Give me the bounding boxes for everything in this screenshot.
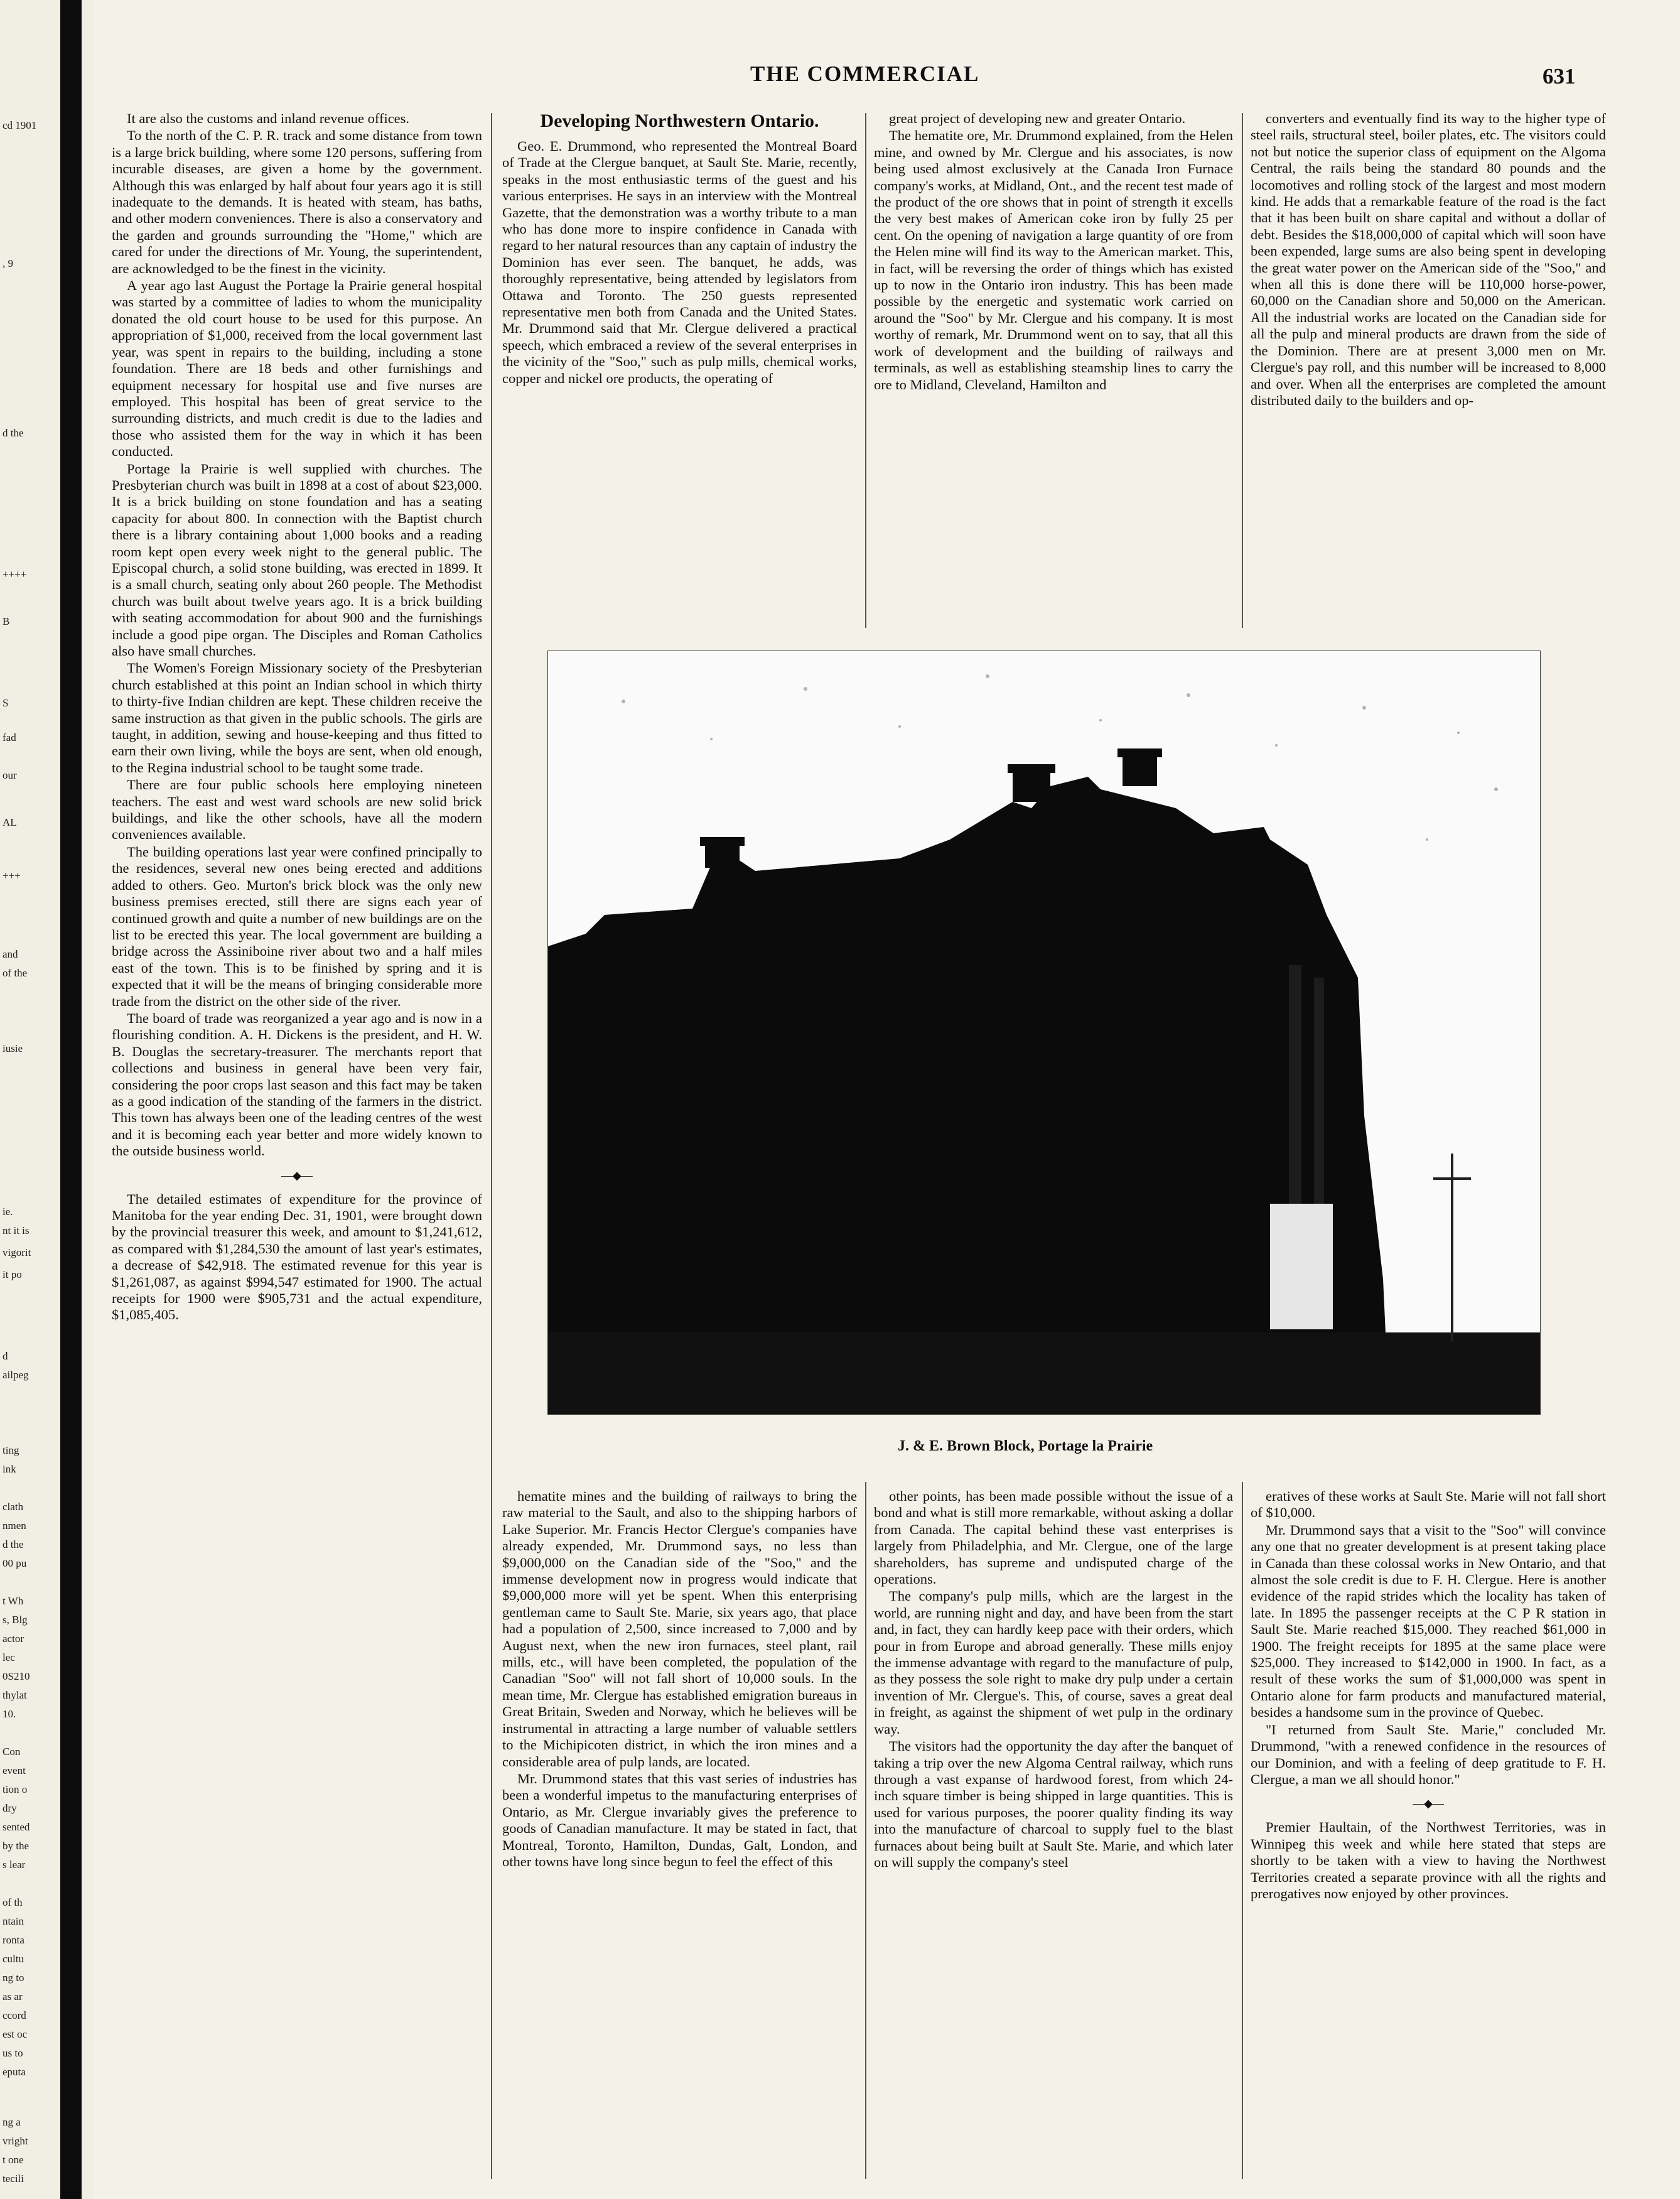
margin-fragment: our	[3, 769, 17, 781]
margin-fragment: ailpeg	[3, 1369, 29, 1381]
margin-fragment: ccord	[3, 2009, 26, 2021]
building-photo	[547, 651, 1541, 1415]
margin-fragment: tecili	[3, 2173, 24, 2185]
margin-fragment: thylat	[3, 1689, 27, 1701]
binding-shadow	[60, 0, 82, 2199]
paragraph: The company's pulp mills, which are the largest in the world, are running night and day, and have been from the start and, in fact, they can hardly keep pace with their orders, which pour in from Europe and abroad generally. These mills enjoy the immense advantage with regard to the manufacture of pulp, as they possess the sole right to make dry pulp under a certain invention of Mr. Clergue's. This, of course, saves a great deal in freight, as against the shipment of wet pulp in the ordinary way.	[874, 1588, 1233, 1737]
margin-fragment: 00 pu	[3, 1557, 27, 1569]
margin-fragment: ++++	[3, 568, 27, 580]
margin-fragment: cd 1901	[3, 119, 37, 131]
margin-fragment: cultu	[3, 1953, 24, 1965]
column-1	[112, 111, 482, 2183]
margin-fragment: , 9	[3, 257, 13, 269]
column-1-paragraphs	[112, 111, 482, 1160]
margin-fragment: iusie	[3, 1042, 23, 1054]
margin-fragment: d the	[3, 1538, 24, 1550]
margin-fragment: sented	[3, 1821, 30, 1833]
margin-fragment: eputa	[3, 2066, 26, 2078]
margin-fragment: by the	[3, 1840, 30, 1852]
margin-fragment: vright	[3, 2135, 28, 2147]
margin-fragment: us to	[3, 2047, 23, 2059]
margin-fragment: d the	[3, 427, 24, 439]
paragraph: The building operations last year were confined principally to the residences, several new ones being erected and additions added to others. Geo. Murton's brick block was the only new business premises erected, still there are signs each year of continued growth and quite a number of new buildings are on the list to be erected this year. The local government are building a bridge across the Assiniboine river about two and a half miles east of the town. This is to be finished by spring and it is expected that it will be the means of bringing considerable more trade from the district on the other side of the river.	[112, 843, 482, 1009]
brown-block-illustration	[548, 651, 1540, 1414]
paragraph: Mr. Drummond states that this vast series of industries has been a wonderful impetus to the manufacturing enterprises of Ontario, as Mr. Clergue invariably gives the preference to goods of Canadian manufacture. It may be stated in fact, that Montreal, Toronto, Hamilton, Dundas, Galt, London, and other towns have long since begun to feel the effect of this	[502, 1770, 857, 1869]
masthead: THE COMMERCIAL	[750, 62, 980, 86]
margin-fragment: ntain	[3, 1915, 24, 1927]
column-rule	[1242, 113, 1243, 628]
column-2-top	[502, 111, 857, 635]
paragraph: A year ago last August the Portage la Prairie general hospital was started by a committee of ladies to whom the municipality donated the old court house to be used for this purpose. An appropriation of $1,000, received from the local government last year, was spent in repairs to the building, including a stone foundation. There are 18 beds and other furnishings and equipment necessary for hospital use and five nurses are employed. This hospital has been of great service to the surrounding districts, and much credit is due to the ladies and those who assisted them for the way in which it has been conducted.	[112, 278, 482, 460]
column-3-top	[874, 111, 1233, 635]
margin-fragment: s, Blg	[3, 1614, 28, 1626]
paragraph: It are also the customs and inland revenue offices.	[127, 111, 410, 126]
margin-fragment: ting	[3, 1444, 19, 1456]
margin-fragment: it po	[3, 1268, 22, 1280]
margin-fragment: S	[3, 697, 9, 709]
section-divider: —◆—	[1413, 1797, 1444, 1810]
paragraph: The board of trade was reorganized a year ago and is now in a flourishing condition. A. H. Dickens is the president, and H. W. B. Douglas the secretary-treasurer. The merchants report that collections and business in general have been very fair, considering the poor crops last season and this fact may be taken as a good indication of the standing of the farmers in the district. This town has always been one of the leading centres of the west and it is becoming each year better and more widely known to the outside business world.	[112, 1010, 482, 1159]
column-3-paragraphs	[874, 111, 1233, 393]
margin-fragment: tion o	[3, 1783, 28, 1795]
margin-fragment: 10.	[3, 1708, 16, 1720]
column-4-bottom-paragraphs	[1251, 1488, 1606, 1788]
paragraph: The hematite ore, Mr. Drummond explained, from the Helen mine, and owned by Mr. Clergue and his associates, is now being used almost exclusively at the Canada Iron Furnace company's works, at Midland, Ont., and the recent test made of the product of the ore shows that in point of strength it excells the very best makes of American coke iron by fully 25 per cent. On the opening of navigation a large quantity of ore from the Helen mine will find its way to the American market. This, in fact, will be reversing the order of things which has existed up to now in the Ontario iron industry. This has been made possible by the energetic and systematic work carried on around the "Soo" by Mr. Clergue and his company. It is most worthy of remark, Mr. Drummond went on to say, that all this work of development and the building of railways and terminals, as well as establishing steamship lines to carry the ore to Midland, Cleveland, Hamilton and	[874, 127, 1233, 392]
paragraph: great project of developing new and greater Ontario.	[889, 111, 1186, 126]
margin-fragment: nt it is	[3, 1224, 30, 1236]
column-3-bottom	[874, 1488, 1233, 2179]
paragraph: converters and eventually find its way to the higher type of steel rails, structural steel, boiler plates, etc. The visitors could not but notice the superior class of equipment on the Algoma Central, the rails being the standard 80 pounds and the locomotives and rolling stock of the largest and most modern kind. He adds that a remarkable feature of the road is the fact that it has been built on share capital and without a dollar of debt. Besides the $18,000,000 of capital which will soon have been expended, large sums are also being spent in developing the great water power on the American side of the "Soo," and when all this is done there will be 110,000 horse-power, 60,000 on the Canadian shore and 50,000 on the American. All the industrial works are located on the Canadian side for all the pulp and mineral products are drawn from the side of the Dominion. There are at present 3,000 men on Mr. Clergue's pay roll, and this number will be increased to 8,000 and over. When all the enterprises are completed the amount distributed daily to the builders and op-	[1251, 111, 1606, 408]
paragraph: There are four public schools here employing nineteen teachers. The east and west ward schools are new solid brick buildings, and like the other schools, have all the modern conveniences available.	[112, 777, 482, 843]
margin-fragment: as ar	[3, 1991, 23, 2002]
column-2-bottom	[502, 1488, 857, 2179]
margin-fragment: ink	[3, 1463, 16, 1475]
margin-fragment: d	[3, 1350, 8, 1362]
margin-fragment: fad	[3, 732, 16, 743]
section-divider: —◆—	[281, 1169, 313, 1182]
margin-fragment: dry	[3, 1802, 17, 1814]
margin-fragment: clath	[3, 1501, 24, 1513]
column-4-top	[1251, 111, 1606, 635]
paragraph: The visitors had the opportunity the day after the banquet of taking a trip over the new Algoma Central railway, which runs through a vast expanse of hardwood forest, from which 24-inch square timber is being shipped in large quantities. This is used for various purposes, the poorer quality finding its way into the manufacture of charcoal to supply fuel to the blast furnaces about being built at Sault Ste. Marie, and which later on will supply the company's steel	[874, 1738, 1233, 1870]
margin-fragment: vigorit	[3, 1246, 31, 1258]
column-4-paragraphs	[1251, 111, 1606, 409]
paragraph: Mr. Drummond says that a visit to the "Soo" will convince any one that no greater development is at present taking place in Canada than these colossal works in New Ontario, and that almost the sole credit is due to F. H. Clergue. Here is another evidence of the rapid strides which the locality has taken of late. In 1895 the passenger receipts at the C P R station in Sault Ste. Marie reached $15,000. They reached $61,000 in 1900. The freight receipts for 1895 at the same place were $25,000. They increased to $142,000 in 1900. In fact, as a result of these works the sum of $1,000,000 was spent in Ontario alone for farm products and manufactured material, besides a handsome sum in the province of Quebec.	[1251, 1521, 1606, 1721]
margin-fragment: B	[3, 615, 10, 627]
column-3-bottom-paragraphs	[874, 1488, 1233, 1871]
margin-fragment: event	[3, 1764, 26, 1776]
margin-fragment: +++	[3, 870, 21, 882]
paragraph: To the north of the C. P. R. track and some distance from town is a large brick building, where some 120 persons, suffering from incurable diseases, are given a home by the government. Although this was enlarged by half about four years ago it is still inadequate to the demands. It is heated with steam, has baths, and other modern conveniences. There is also a conservatory and the garden and grounds surrounding the "Home," which are cared for under the directions of Mr. Young, the superintendent, are acknowledged to be the finest in the vicinity.	[112, 127, 482, 276]
margin-fragment: actor	[3, 1633, 24, 1645]
margin-fragment: 0S210	[3, 1670, 30, 1682]
margin-fragment: ng a	[3, 2116, 21, 2128]
margin-fragment: AL	[3, 816, 17, 828]
paragraph: The Women's Foreign Missionary society of the Presbyterian church established at this point an Indian school in which thirty to thirty-five Indian children are kept. These children receive the same instruction as that given in the public schools. The girls are taught, in addition, sewing and house-keeping and thus fitted to earn their own living, while the boys are sent, when old enough, to the Regina industrial school to be taught some trade.	[112, 660, 482, 775]
margin-fragment: of the	[3, 967, 28, 979]
paragraph: The detailed estimates of expenditure for the province of Manitoba for the year ending Dec. 31, 1901, were brought down by the provincial treasurer this week, and amount to $1,241,612, as compared with $1,284,530 the amount of last year's estimates, a decrease of $42,918. The estimated revenue for this year is $1,261,087, as against $994,547 estimated for 1900. The actual receipts for 1900 were $905,731 and the actual expenditure, $1,085,405.	[112, 1191, 482, 1323]
photo-caption: J. & E. Brown Block, Portage la Prairie	[898, 1438, 1153, 1454]
paragraph: Geo. E. Drummond, who represented the Montreal Board of Trade at the Clergue banquet, at Sault Ste. Marie, recently, speaks in the most enthusiastic terms of the guest and his various enterprises. He says in an interview with the Montreal Gazette, that the demonstration was a worthy tribute to a man who has done more to inspire confidence in Canada with regard to her natural resources than any captain of industry the Dominion has ever seen. The banquet, he adds, was thoroughly representative, being attended by legislators from Ottawa and Toronto. The 250 guests represented representative men both from Canada and the United States. Mr. Drummond said that Mr. Clergue delivered a practical speech, which embraced a review of the several enterprises in the vicinity of the "Soo," such as pulp mills, chemical works, copper and nickel ore products, the operating of	[502, 138, 857, 386]
margin-fragment: t Wh	[3, 1595, 24, 1607]
paragraph: eratives of these works at Sault Ste. Marie will not fall short of $10,000.	[1251, 1488, 1606, 1521]
column-rule	[1242, 1482, 1243, 2179]
margin-fragment: t one	[3, 2154, 24, 2166]
column-rule	[865, 1482, 866, 2179]
column-1-estimates	[112, 1191, 482, 1324]
paragraph: hematite mines and the building of railways to bring the raw material to the Sault, and also to the shipping harbors of Lake Superior. Mr. Francis Hector Clergue's companies have already expended, Mr. Drummond says, no less than $9,000,000 on the Canadian side of the "Soo," and the immense development now in progress would indicate that $9,000,000 more will yet be spent. When this enterprising gentleman came to Sault Ste. Marie, six years ago, that place had a population of 2,500, since increased to 7,000 and by August next, when the new iron furnaces, steel plant, rail mills, etc., will have been completed, the population of the Canadian "Soo" will not fall short of 10,000 souls. In the mean time, Mr. Clergue has established emigration bureaus in Great Britain, Sweden and Norway, which he believes will be instrumental in attracting a large number of valuable settlers to the Michipicoten district, in which the iron mines and a considerable area of pulp lands, are located.	[502, 1488, 857, 1769]
article-title: Developing Northwestern Ontario.	[540, 111, 819, 131]
page-number: 631	[1543, 64, 1576, 89]
margin-fragment: s lear	[3, 1859, 26, 1871]
column-4-bottom	[1251, 1488, 1606, 2179]
column-4-bottom-haultain	[1251, 1819, 1606, 1902]
margin-fragment: and	[3, 948, 18, 960]
margin-fragment: est oc	[3, 2028, 28, 2040]
margin-fragment: ronta	[3, 1934, 24, 1946]
paragraph: Premier Haultain, of the Northwest Territories, was in Winnipeg this week and while here stated that steps are shortly to be taken with a view to having the Northwest Territories created a separate province with all the rights and prerogatives now enjoyed by other provinces.	[1251, 1819, 1606, 1901]
margin-fragment: nmen	[3, 1520, 26, 1532]
column-rule	[865, 113, 866, 628]
column-rule	[491, 113, 492, 2179]
paragraph: "I returned from Sault Ste. Marie," concluded Mr. Drummond, "with a renewed confidence in the resources of our Dominion, and with a feeling of deep gratitude to F. H. Clergue, a man we all should honor."	[1251, 1721, 1606, 1787]
paragraph: other points, has been made possible without the issue of a bond and what is still more remarkable, without asking a dollar from Canada. The capital behind these vast enterprises is largely from Philadelphia, and Mr. Clergue, one of the large shareholders, has supreme and undisputed charge of the operations.	[874, 1488, 1233, 1587]
margin-fragment: ng to	[3, 1972, 24, 1984]
margin-fragment: lec	[3, 1651, 15, 1663]
margin-fragment: of th	[3, 1896, 23, 1908]
column-2-paragraphs	[502, 138, 857, 387]
margin-fragment: Con	[3, 1746, 21, 1758]
column-2-bottom-paragraphs	[502, 1488, 857, 1870]
paragraph: Portage la Prairie is well supplied with churches. The Presbyterian church was built in 1898 at a cost of about $23,000. It is a brick building on stone foundation and has a seating capacity for about 800. In connection with the Baptist church there is a library containing about 1,000 books and a reading room kept open every week night to the general public. The Episcopal church, a solid stone building, was erected in 1899. It is a small church, seating only about 260 people. The Methodist church was built about twelve years ago. It is a brick building with seating accommodation for about 900 and the furnishings include a good pipe organ. The Disciples and Roman Catholics also have small churches.	[112, 460, 482, 659]
margin-fragment: ie.	[3, 1206, 13, 1218]
